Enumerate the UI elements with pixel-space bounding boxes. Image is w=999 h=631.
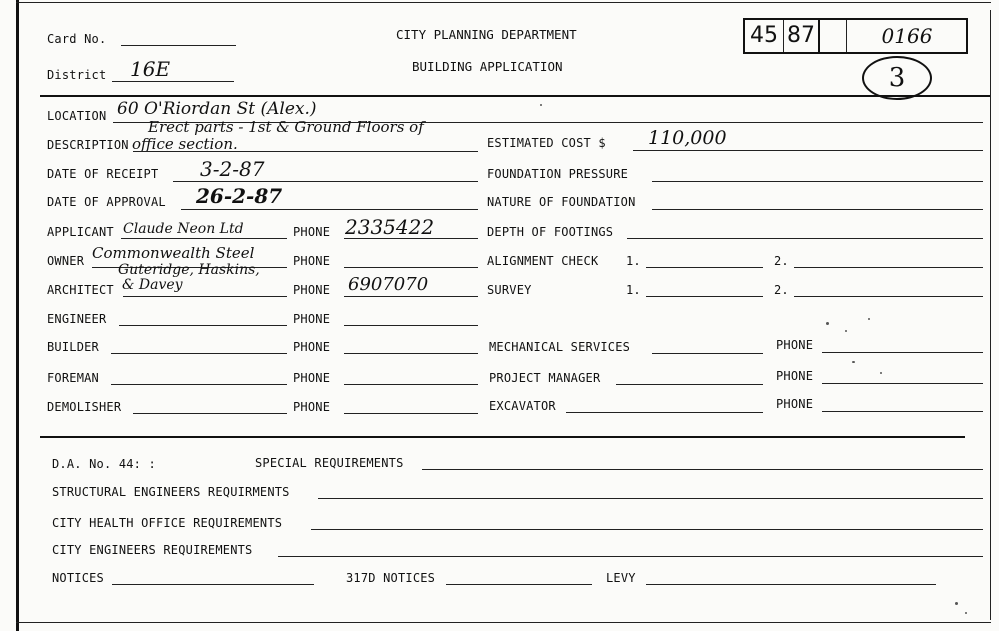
scan-speck: [880, 372, 882, 374]
foundation-pressure-label: FOUNDATION PRESSURE: [487, 167, 629, 181]
project-manager-phone-label: PHONE: [776, 369, 814, 383]
applicant-value: Claude Neon Ltd: [123, 221, 244, 237]
reference-part1: 45: [750, 23, 778, 48]
description-label: DESCRIPTION: [47, 138, 129, 152]
alignment-check-line1: [646, 267, 763, 268]
date-of-receipt-line: [173, 181, 478, 182]
project-manager-label: PROJECT MANAGER: [489, 371, 601, 385]
date-of-approval-value: 26-2-87: [196, 184, 283, 208]
mechanical-services-phone-line: [822, 352, 983, 353]
mechanical-services-phone-label: PHONE: [776, 338, 814, 352]
architect-line: [123, 296, 287, 297]
reference-number: 0166: [881, 24, 933, 48]
builder-phone-label: PHONE: [293, 340, 331, 354]
owner-value: Commonwealth Steel: [92, 244, 255, 262]
date-of-receipt-value: 3-2-87: [200, 157, 265, 181]
reference-box: [743, 18, 968, 54]
scan-speck: [852, 361, 855, 363]
structural-requirements-line: [318, 498, 983, 499]
applicant-line: [121, 238, 287, 239]
city-engineers-requirements-label: CITY ENGINEERS REQUIREMENTS: [52, 543, 253, 557]
excavator-label: EXCAVATOR: [489, 399, 556, 413]
demolisher-phone-line: [344, 413, 478, 414]
description-value-line2: office section.: [132, 135, 238, 153]
nature-of-foundation-label: NATURE OF FOUNDATION: [487, 195, 636, 209]
excavator-phone-line: [822, 411, 983, 412]
reference-part2: 87: [787, 23, 815, 48]
city-engineers-requirements-line: [278, 556, 983, 557]
owner-label: OWNER: [47, 254, 85, 268]
location-label: LOCATION: [47, 109, 107, 123]
date-of-receipt-label: DATE OF RECEIPT: [47, 167, 159, 181]
project-manager-phone-line: [822, 383, 983, 384]
depth-of-footings-line: [627, 238, 983, 239]
applicant-phone-value: 2335422: [345, 215, 435, 239]
description-value-line1: Erect parts - 1st & Ground Floors of: [148, 118, 424, 136]
survey-opt2: 2.: [774, 283, 789, 297]
health-requirements-label: CITY HEALTH OFFICE REQUIREMENTS: [52, 516, 283, 530]
demolisher-label: DEMOLISHER: [47, 400, 122, 414]
description-line: [133, 151, 478, 152]
builder-line: [111, 353, 287, 354]
alignment-check-line2: [794, 267, 983, 268]
architect-phone-label: PHONE: [293, 283, 331, 297]
demolisher-phone-label: PHONE: [293, 400, 331, 414]
special-requirements-line: [422, 469, 983, 470]
foundation-pressure-line: [652, 181, 983, 182]
alignment-check-label: ALIGNMENT CHECK: [487, 254, 599, 268]
scan-speck: [955, 602, 958, 605]
alignment-check-opt1: 1.: [626, 254, 641, 268]
right-border: [990, 10, 991, 620]
notices-line: [112, 584, 314, 585]
foreman-phone-label: PHONE: [293, 371, 331, 385]
applicant-label: APPLICANT: [47, 225, 114, 239]
levy-label: LEVY: [606, 571, 636, 585]
scan-speck: [868, 318, 870, 320]
excavator-line: [566, 412, 763, 413]
date-of-approval-line: [181, 209, 478, 210]
header-separator: [40, 95, 990, 97]
alignment-check-opt2: 2.: [774, 254, 789, 268]
builder-phone-line: [344, 353, 478, 354]
special-requirements-label: SPECIAL REQUIREMENTS: [255, 456, 404, 470]
location-value: 60 O'Riordan St (Alex.): [117, 99, 317, 119]
survey-label: SURVEY: [487, 283, 532, 297]
engineer-phone-label: PHONE: [293, 312, 331, 326]
estimated-cost-label: ESTIMATED COST $: [487, 136, 606, 150]
scan-speck: [845, 330, 847, 332]
department-title: CITY PLANNING DEPARTMENT: [396, 27, 577, 42]
survey-line1: [646, 296, 763, 297]
owner-phone-line: [344, 267, 478, 268]
architect-phone-value: 6907070: [348, 274, 429, 295]
excavator-phone-label: PHONE: [776, 397, 814, 411]
date-of-approval-label: DATE OF APPROVAL: [47, 195, 166, 209]
mechanical-services-line: [652, 353, 763, 354]
demolisher-line: [133, 413, 287, 414]
engineer-line: [119, 325, 287, 326]
district-value: 16E: [130, 57, 171, 81]
mechanical-services-label: MECHANICAL SERVICES: [489, 340, 631, 354]
applicant-phone-line: [344, 238, 478, 239]
left-border: [16, 0, 19, 631]
top-border: [16, 2, 991, 3]
project-manager-line: [616, 384, 763, 385]
foreman-line: [111, 384, 287, 385]
builder-label: BUILDER: [47, 340, 99, 354]
card-no-label: Card No.: [47, 32, 107, 46]
estimated-cost-line: [633, 150, 983, 151]
estimated-cost-value: 110,000: [648, 127, 727, 149]
circled-number: 3: [862, 56, 932, 100]
ref-divider-2: [818, 20, 820, 52]
notices-317d-line: [446, 584, 592, 585]
bottom-border: [16, 622, 991, 623]
foreman-phone-line: [344, 384, 478, 385]
architect-phone-line: [344, 296, 478, 297]
engineer-label: ENGINEER: [47, 312, 107, 326]
architect-value-line2: & Davey: [122, 277, 183, 293]
district-label: District: [47, 68, 107, 82]
survey-line2: [794, 296, 983, 297]
district-line: [112, 81, 234, 82]
da-no-label: D.A. No. 44: :: [52, 457, 156, 471]
notices-317d-label: 317D NOTICES: [346, 571, 436, 585]
architect-value-line1: Guteridge, Haskins,: [118, 262, 260, 278]
section-separator: [40, 436, 965, 438]
scan-speck: [965, 612, 967, 614]
survey-opt1: 1.: [626, 283, 641, 297]
card-no-line: [121, 45, 236, 46]
form-title: BUILDING APPLICATION: [412, 59, 563, 74]
structural-requirements-label: STRUCTURAL ENGINEERS REQUIRMENTS: [52, 485, 290, 499]
levy-line: [646, 584, 936, 585]
scan-speck: [540, 104, 542, 106]
health-requirements-line: [311, 529, 983, 530]
applicant-phone-label: PHONE: [293, 225, 331, 239]
scan-speck: [826, 322, 829, 325]
nature-of-foundation-line: [652, 209, 983, 210]
foreman-label: FOREMAN: [47, 371, 99, 385]
depth-of-footings-label: DEPTH OF FOOTINGS: [487, 225, 614, 239]
notices-label: NOTICES: [52, 571, 104, 585]
architect-label: ARCHITECT: [47, 283, 114, 297]
owner-phone-label: PHONE: [293, 254, 331, 268]
engineer-phone-line: [344, 325, 478, 326]
